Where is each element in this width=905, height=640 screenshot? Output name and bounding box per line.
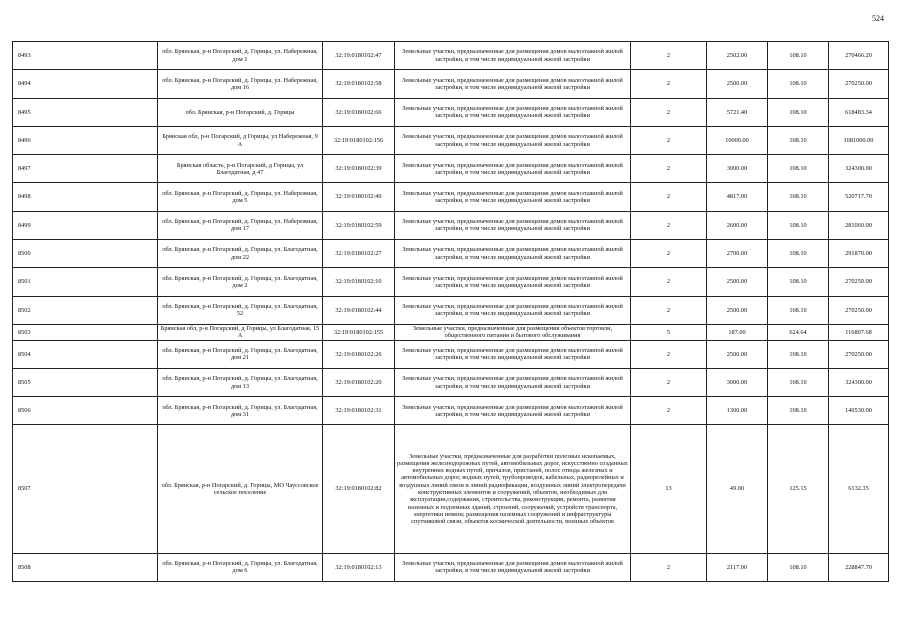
area-cell: 2502.00: [707, 42, 768, 70]
group-cell: 13: [631, 425, 707, 553]
land-use-cell: Земельные участки, предназначенные для размещения домов малоэтажной жилой застройки, в том числе индивидуальной жилой застройки: [395, 98, 631, 126]
address-cell: обл. Брянская, р-н Погарский, д. Горицы, ул. Благодатная, дом 13: [158, 368, 323, 396]
rate-cell: 108.10: [768, 397, 829, 425]
land-use-cell: Земельные участки, предназначенные для размещения домов малоэтажной жилой застройки, в том числе индивидуальной жилой застройки: [395, 240, 631, 268]
cadastral-number-cell: 32:19:0180102:39: [323, 155, 395, 183]
group-cell: 2: [631, 183, 707, 211]
row-number: 8502: [13, 296, 158, 324]
cadastral-number-cell: 32:19:0180102:44: [323, 296, 395, 324]
area-cell: 2500.00: [707, 296, 768, 324]
address-cell: обл. Брянская, р-н Погарский, д. Горицы, ул. Благодатная, дом 6: [158, 553, 323, 581]
table-row: [13, 70, 889, 98]
value-cell: 618483.34: [829, 98, 889, 126]
group-cell: 2: [631, 70, 707, 98]
table-row: [13, 340, 889, 368]
land-use-cell: Земельные участки, предназначенные для размещения домов малоэтажной жилой застройки, в том числе индивидуальной жилой застройки: [395, 126, 631, 154]
group-cell: 2: [631, 397, 707, 425]
rate-cell: 108.10: [768, 368, 829, 396]
group-cell: 2: [631, 296, 707, 324]
area-cell: 2700.00: [707, 240, 768, 268]
cadastral-number-cell: 32:19:0180102:82: [323, 425, 395, 553]
table-row: [13, 240, 889, 268]
area-cell: 3000.00: [707, 155, 768, 183]
value-cell: 520717.70: [829, 183, 889, 211]
group-cell: 2: [631, 368, 707, 396]
value-cell: 1081000.00: [829, 126, 889, 154]
cadastral-number-cell: 32:19:0180102:10: [323, 268, 395, 296]
cadastral-number-cell: 32:19:0180102:49: [323, 183, 395, 211]
rate-cell: 108.10: [768, 126, 829, 154]
cadastral-number-cell: 32:19:0180102:13: [323, 553, 395, 581]
land-use-cell: Земельные участки, предназначенные для размещения домов малоэтажной жилой застройки, в том числе индивидуальной жилой застройки: [395, 340, 631, 368]
cadastral-number-cell: 32:19:0180102:66: [323, 98, 395, 126]
value-cell: 116807.68: [829, 324, 889, 340]
address-cell: Брянская обл, р-н Погарский, д Горицы, ул Благодатная, 15 А: [158, 324, 323, 340]
rate-cell: 108.10: [768, 340, 829, 368]
cadastral-number-cell: 32:19:0180102:26: [323, 340, 395, 368]
address-cell: обл. Брянская, р-н Погарский, д. Горицы, ул. Благодатная, дом 21: [158, 340, 323, 368]
address-cell: обл. Брянская, р-н Погарский, д. Горицы, ул. Благодатная, дом 22: [158, 240, 323, 268]
land-use-cell: Земельные участки, предназначенные для размещения домов малоэтажной жилой застройки, в том числе индивидуальной жилой застройки: [395, 296, 631, 324]
value-cell: 140530.00: [829, 397, 889, 425]
value-cell: 270466.20: [829, 42, 889, 70]
address-cell: обл. Брянская, р-н Погарский, д. Горицы: [158, 98, 323, 126]
area-cell: 2500.00: [707, 340, 768, 368]
rate-cell: 108.10: [768, 98, 829, 126]
rate-cell: 108.10: [768, 155, 829, 183]
cadastral-number-cell: 32:19:0180102:20: [323, 368, 395, 396]
table-row: [13, 42, 889, 70]
area-cell: 2600.00: [707, 211, 768, 239]
area-cell: 3000.00: [707, 368, 768, 396]
group-cell: 2: [631, 126, 707, 154]
address-cell: обл. Брянская, р-н Погарский, д. Горицы, ул. Набережная, дом 1: [158, 42, 323, 70]
area-cell: 2117.00: [707, 553, 768, 581]
group-cell: 2: [631, 268, 707, 296]
row-number: 8504: [13, 340, 158, 368]
table-row: [13, 397, 889, 425]
row-number: 8500: [13, 240, 158, 268]
group-cell: 2: [631, 155, 707, 183]
value-cell: 270250.00: [829, 340, 889, 368]
rate-cell: 108.10: [768, 240, 829, 268]
table-row: [13, 155, 889, 183]
table-row: [13, 126, 889, 154]
land-use-cell: Земельные участки, предназначенные для размещения домов малоэтажной жилой застройки, в том числе индивидуальной жилой застройки: [395, 211, 631, 239]
group-cell: 2: [631, 211, 707, 239]
cadastral-number-cell: 32:19:0180102:155: [323, 324, 395, 340]
table-row: [13, 211, 889, 239]
cadastral-number-cell: 32:19:0180102:27: [323, 240, 395, 268]
cadastral-number-cell: 32:19:0180102:156: [323, 126, 395, 154]
address-cell: обл. Брянская, р-н Погарский, д. Горицы, МО Чауссовское сельское поселение: [158, 425, 323, 553]
area-cell: 1300.00: [707, 397, 768, 425]
rate-cell: 108.10: [768, 268, 829, 296]
area-cell: 4817.00: [707, 183, 768, 211]
value-cell: 270250.00: [829, 70, 889, 98]
land-use-cell: Земельные участки, предназначенные для размещения объектов торговли, общественного питания и бытового обслуживания: [395, 324, 631, 340]
value-cell: 324300.00: [829, 155, 889, 183]
row-number: 8505: [13, 368, 158, 396]
value-cell: 281060.00: [829, 211, 889, 239]
page-number: 524: [872, 14, 884, 23]
land-use-cell: Земельные участки, предназначенные для размещения домов малоэтажной жилой застройки, в том числе индивидуальной жилой застройки: [395, 268, 631, 296]
value-cell: 6132.35: [829, 425, 889, 553]
value-cell: 270250.00: [829, 268, 889, 296]
row-number: 8507: [13, 425, 158, 553]
row-number: 8499: [13, 211, 158, 239]
row-number: 8494: [13, 70, 158, 98]
table-row: [13, 183, 889, 211]
rate-cell: 108.10: [768, 296, 829, 324]
group-cell: 2: [631, 98, 707, 126]
group-cell: 2: [631, 240, 707, 268]
cadastral-number-cell: 32:19:0180102:59: [323, 211, 395, 239]
row-number: 8497: [13, 155, 158, 183]
land-use-cell: Земельные участки, предназначенные для размещения домов малоэтажной жилой застройки, в том числе индивидуальной жилой застройки: [395, 155, 631, 183]
area-cell: 187.00: [707, 324, 768, 340]
group-cell: 2: [631, 340, 707, 368]
row-number: 8493: [13, 42, 158, 70]
rate-cell: 108.10: [768, 42, 829, 70]
area-cell: 49.00: [707, 425, 768, 553]
table-row: [13, 268, 889, 296]
value-cell: 291870.00: [829, 240, 889, 268]
group-cell: 2: [631, 42, 707, 70]
table-row: [13, 98, 889, 126]
address-cell: обл. Брянская, р-н Погарский, д. Горицы, ул. Благодатная, дом 2: [158, 268, 323, 296]
rate-cell: 108.10: [768, 183, 829, 211]
cadastral-number-cell: 32:19:0180102:58: [323, 70, 395, 98]
row-number: 8501: [13, 268, 158, 296]
rate-cell: 108.10: [768, 70, 829, 98]
address-cell: обл. Брянская, р-н Погарский, д. Горицы, ул. Благодатная, дом 31: [158, 397, 323, 425]
rate-cell: 108.10: [768, 211, 829, 239]
rate-cell: 108.10: [768, 553, 829, 581]
land-use-cell: Земельные участки, предназначенные для размещения домов малоэтажной жилой застройки, в том числе индивидуальной жилой застройки: [395, 183, 631, 211]
row-number: 8506: [13, 397, 158, 425]
row-number: 8498: [13, 183, 158, 211]
value-cell: 324300.00: [829, 368, 889, 396]
land-use-cell: Земельные участки, предназначенные для размещения домов малоэтажной жилой застройки, в том числе индивидуальной жилой застройки: [395, 368, 631, 396]
area-cell: 10000.00: [707, 126, 768, 154]
address-cell: обл. Брянская, р-н Погарский, д. Горицы, ул. Набережная, дом 5: [158, 183, 323, 211]
group-cell: 5: [631, 324, 707, 340]
table-row: [13, 296, 889, 324]
table-row: [13, 368, 889, 396]
rate-cell: 624.64: [768, 324, 829, 340]
land-use-cell: Земельные участки, предназначенные для размещения домов малоэтажной жилой застройки, в том числе индивидуальной жилой застройки: [395, 42, 631, 70]
row-number: 8508: [13, 553, 158, 581]
address-cell: обл. Брянская, р-н Погарский, д. Горицы, ул. Благодатная, 52: [158, 296, 323, 324]
cadastral-number-cell: 32:19:0180102:31: [323, 397, 395, 425]
cadastral-value-table: [12, 41, 889, 582]
row-number: 8496: [13, 126, 158, 154]
value-cell: 228847.70: [829, 553, 889, 581]
table-row: [13, 425, 889, 553]
land-use-cell: Земельные участки, предназначенные для разработки полезных ископаемых, размещения железнодорожных путей, автомобильных дорог, искусственно созданных внутренних водных путей, причалов, пристаней, полос отвода железных и автомобильных дорог, водных путей, трубопроводов, кабельных, радиорелейных и воздушных линий связи и линий радиофикации, воздушных линий электропередачи конструктивных элементов и сооружений, объектов, необходимых для эксплуатации,содержания, строительства, реконструкции, ремонта, развития наземных и подземных зданий, строений, сооружений, устройств транспорта, энергетики иевязи; размещения наземных сооружений и инфраструктуры спутниковой связи, объектов космической деятельности, военных объектов: [395, 425, 631, 553]
land-use-cell: Земельные участки, предназначенные для размещения домов малоэтажной жилой застройки, в том числе индивидуальной жилой застройки: [395, 553, 631, 581]
row-number: 8495: [13, 98, 158, 126]
area-cell: 2500.00: [707, 70, 768, 98]
land-use-cell: Земельные участки, предназначенные для размещения домов малоэтажной жилой застройки, в том числе индивидуальной жилой застройки: [395, 70, 631, 98]
address-cell: обл. Брянская, р-н Погарский, д. Горицы, ул. Набережная, дом 17: [158, 211, 323, 239]
value-cell: 270250.00: [829, 296, 889, 324]
row-number: 8503: [13, 324, 158, 340]
table-row: [13, 553, 889, 581]
address-cell: Брянская обл, р-н Погарский, д Горицы, ул Набережная, 9 А: [158, 126, 323, 154]
area-cell: 2500.00: [707, 268, 768, 296]
area-cell: 5721.40: [707, 98, 768, 126]
table-row: [13, 324, 889, 340]
rate-cell: 125.15: [768, 425, 829, 553]
cadastral-number-cell: 32:19:0180102:47: [323, 42, 395, 70]
address-cell: обл. Брянская, р-н Погарский, д. Горицы, ул. Набережная, дом 16: [158, 70, 323, 98]
group-cell: 2: [631, 553, 707, 581]
land-use-cell: Земельные участки, предназначенные для размещения домов малоэтажной жилой застройки, в том числе индивидуальной жилой застройки: [395, 397, 631, 425]
address-cell: Брянская область, р-н Погарский, д Горицы, ул Благодатная, д 47: [158, 155, 323, 183]
